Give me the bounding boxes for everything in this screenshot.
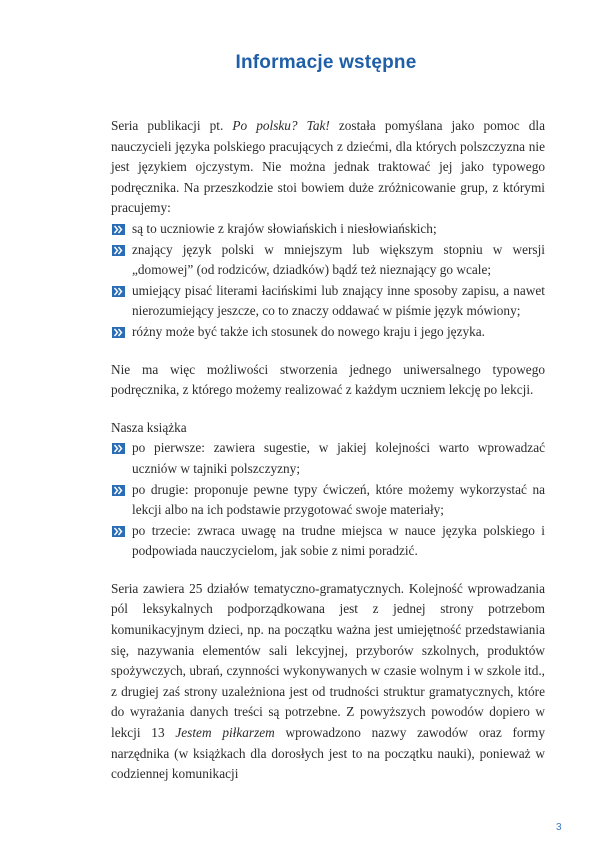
- page-title: Informacje wstępne: [235, 52, 417, 73]
- list-item: po pierwsze: zawiera sugestie, w jakiej kolejności warto wprowadzać uczniów w tajniki polszczyzny;: [111, 438, 545, 479]
- series-structure-paragraph: Seria zawiera 25 działów tematyczno-gramatycznych. Kolejność wprowadzania pól leksykalnych podporządkowana jest z jednej strony potrzebom komunikacyjnym dzieci, np. na początku ważna jest umiejętność przedstawiania się, nazywania elementów sali lekcyjnej, przyborów szkolnych, produktów spożywczych, ubrań, czynności wykonywanych w czasie wolnym i w szkole itd., z drugiej zaś strony uzależniona jest od trudności struktur gramatycznych, które do wyrażania danych treści są potrzebne. Z powyższych powodów dopiero w lekcji 13 Jestem piłkarzem wprowadzono nazwy zawodów oraz formy narzędnika (w książkach dla dorosłych jest to na początku nauki), ponieważ w codziennej komunikacji: [111, 580, 545, 782]
- lesson-title: Jestem piłkarzem: [175, 725, 275, 741]
- paragraph-gap: [111, 562, 545, 579]
- no-universal-textbook-paragraph: Nie ma więc możliwości stworzenia jednego uniwersalnego typowego podręcznika, z którego możemy realizować z każdym uczniem lekcję po lekcji.: [111, 361, 545, 398]
- series-title: Po polsku? Tak!: [232, 118, 330, 133]
- double-chevron-right-icon: [112, 327, 125, 338]
- list-item: umiejący pisać literami łacińskimi lub znający inne sposoby zapisu, a nawet nierozumiejący jeszcze, co to znaczy oddawać w piśmie język mówiony;: [111, 281, 545, 322]
- list-item: znający język polski w mniejszym lub większym stopniu w wersji „domowej” (od rodziców, dziadków) bądź też nieznający go wcale;: [111, 240, 545, 281]
- double-chevron-right-icon: [112, 443, 125, 454]
- learner-groups-list: [111, 219, 545, 343]
- double-chevron-right-icon: [112, 485, 125, 496]
- list-item: po drugie: proponuje pewne typy ćwiczeń, które możemy wykorzystać na lekcji albo na ich podstawie przygotować swoje materiały;: [111, 480, 545, 521]
- list-item: są to uczniowie z krajów słowiańskich i niesłowiańskich;: [111, 219, 545, 240]
- our-book-heading: Nasza książka: [111, 419, 187, 435]
- intro-paragraph: Seria publikacji pt. Po polsku? Tak! została pomyślana jako pomoc dla nauczycieli języka polskiego pracujących z dziećmi, dla których polszczyzna nie jest językiem ojczystym. Nie można jednak traktować jej jako typowego podręcznika. Na przeszkodzie stoi bowiem duże zróżnicowanie grup, z którymi pracujemy:: [111, 118, 546, 216]
- double-chevron-right-icon: [112, 526, 125, 537]
- paragraph-gap: [111, 343, 545, 360]
- paragraph-gap: [111, 401, 545, 418]
- page-number: 3: [556, 822, 562, 833]
- list-item: po trzecie: zwraca uwagę na trudne miejsca w nauce języka polskiego i podpowiada nauczycielom, jak sobie z nimi poradzić.: [111, 521, 545, 562]
- list-item: różny może być także ich stosunek do nowego kraju i jego języka.: [111, 322, 545, 343]
- double-chevron-right-icon: [112, 224, 125, 235]
- body-text: [111, 116, 545, 785]
- double-chevron-right-icon: [112, 286, 125, 297]
- double-chevron-right-icon: [112, 245, 125, 256]
- book-features-list: [111, 438, 545, 562]
